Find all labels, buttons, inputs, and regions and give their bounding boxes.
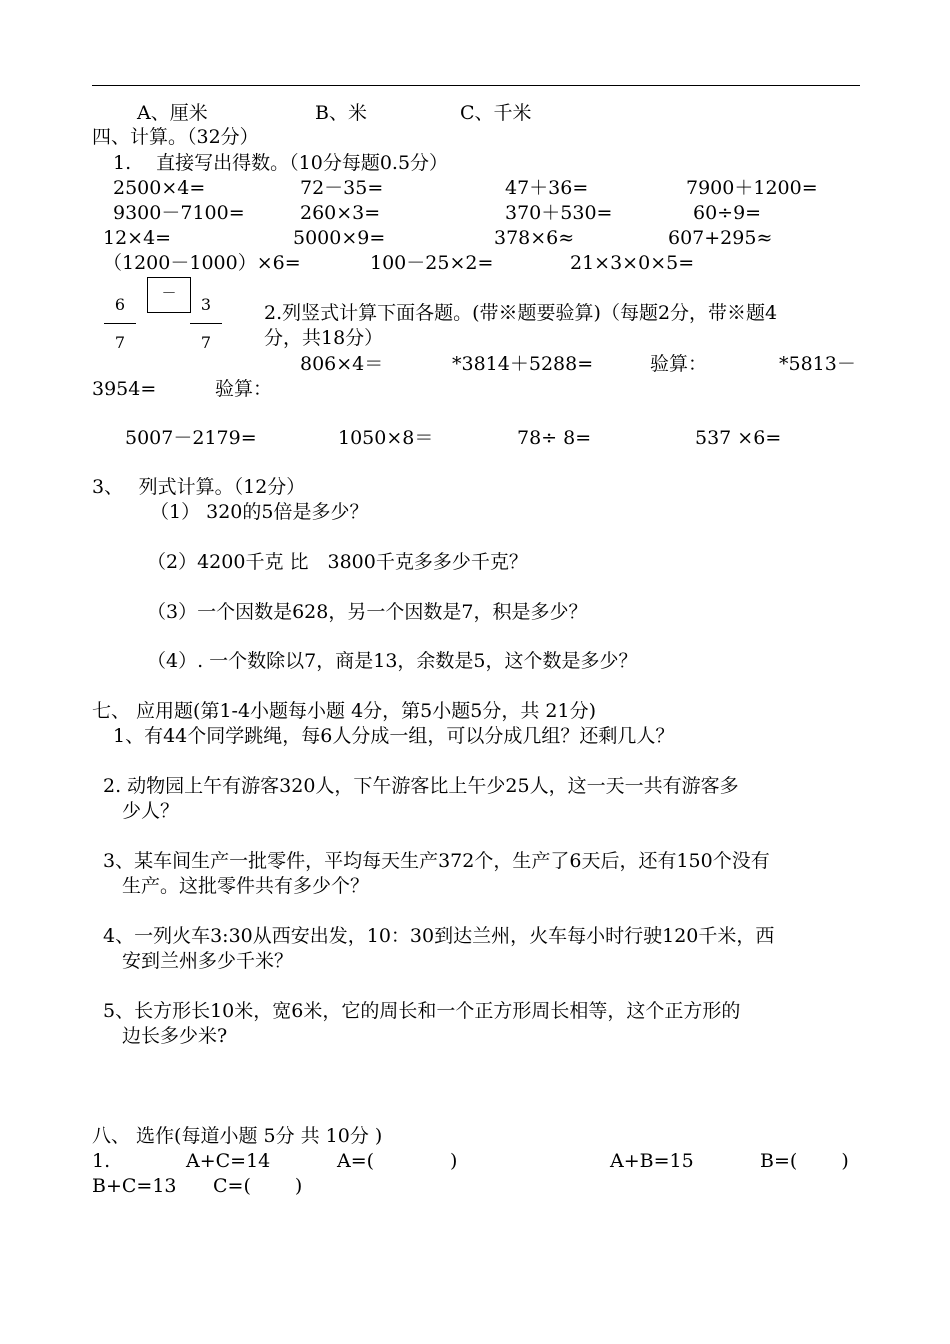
compare-box[interactable] bbox=[147, 277, 191, 313]
equation: B+C=13 bbox=[92, 1175, 177, 1197]
calc-item: 47＋36= bbox=[505, 177, 589, 199]
calc-item: 806×4＝ bbox=[300, 353, 384, 375]
equation: A+B=15 bbox=[610, 1150, 694, 1172]
option-c: C、千米 bbox=[460, 102, 532, 124]
q2-title-line1: 2.列竖式计算下面各题。(带※题要验算)（每题2分，带※题4 bbox=[264, 302, 778, 324]
q3-item: （3）一个因数是628，另一个因数是7，积是多少？ bbox=[147, 601, 588, 623]
calc-item: 21×3×0×5= bbox=[570, 252, 695, 274]
compare-box-sign: － bbox=[161, 284, 177, 302]
calc-item: 7900＋1200= bbox=[686, 177, 818, 199]
verify-label: 验算： bbox=[215, 378, 273, 400]
q3-item: （4）. 一个数除以7，商是13，余数是5，这个数是多少？ bbox=[147, 650, 638, 672]
calc-item: 72－35= bbox=[300, 177, 384, 199]
calc-item: 5007－2179= bbox=[125, 427, 257, 449]
word-problem: 4、一列火车3:30从西安出发，10：30到达兰州，火车每小时行驶120千米，西 bbox=[103, 925, 775, 947]
calc-item: 12×4= bbox=[103, 227, 172, 249]
fraction-bar bbox=[104, 323, 136, 324]
section4-title: 四、计算。（32分） bbox=[92, 126, 259, 148]
q1-number: 1. bbox=[92, 1150, 111, 1172]
answer-blank-c: C=( ) bbox=[213, 1175, 303, 1197]
calc-item: *5813－ bbox=[779, 353, 856, 375]
calc-item: 3954= bbox=[92, 378, 157, 400]
fraction-bar bbox=[190, 323, 222, 324]
word-problem: 5、长方形长10米，宽6米，它的周长和一个正方形周长相等，这个正方形的 bbox=[103, 1000, 741, 1022]
word-problem-cont: 少人？ bbox=[122, 800, 180, 822]
section8-title: 八、 选作(每道小题 5分 共 10分 ) bbox=[92, 1125, 383, 1147]
option-b: B、米 bbox=[315, 102, 367, 124]
calc-item: 100－25×2= bbox=[370, 252, 494, 274]
fraction-left-numerator: 6 bbox=[114, 295, 126, 314]
equation: A+C=14 bbox=[186, 1150, 271, 1172]
calc-item: 2500×4= bbox=[113, 177, 206, 199]
q3-title: 3、 列式计算。（12分） bbox=[92, 476, 306, 498]
word-problem: 2. 动物园上午有游客320人，下午游客比上午少25人，这一天一共有游客多 bbox=[103, 775, 739, 797]
word-problem-cont: 边长多少米? bbox=[122, 1025, 228, 1047]
calc-item: 1050×8＝ bbox=[338, 427, 434, 449]
calc-item: 370＋530= bbox=[505, 202, 613, 224]
q3-item: （2）4200千克 比 3800千克多多少千克？ bbox=[147, 551, 528, 573]
calc-item: 78÷ 8= bbox=[517, 427, 592, 449]
calc-item: （1200－1000）×6= bbox=[103, 252, 301, 274]
verify-label: 验算： bbox=[650, 353, 708, 375]
q2-title-line2: 分，共18分） bbox=[264, 327, 384, 349]
calc-item: 5000×9= bbox=[293, 227, 386, 249]
calc-item: 378×6≈ bbox=[494, 227, 575, 249]
word-problem-cont: 安到兰州多少千米？ bbox=[122, 950, 294, 972]
section7-title: 七、 应用题(第1-4小题每小题 4分，第5小题5分，共 21分) bbox=[92, 700, 596, 722]
answer-blank-a: A=( ) bbox=[337, 1150, 458, 1172]
top-rule bbox=[92, 85, 860, 86]
q1-title: 1. 直接写出得数。（10分每题0.5分） bbox=[113, 152, 449, 174]
word-problem: 1、有44个同学跳绳，每6人分成一组，可以分成几组？还剩几人？ bbox=[113, 725, 675, 747]
calc-item: 60÷9= bbox=[693, 202, 762, 224]
option-a: A、厘米 bbox=[137, 102, 208, 124]
answer-blank-b: B=( ) bbox=[760, 1150, 849, 1172]
word-problem: 3、某车间生产一批零件，平均每天生产372个，生产了6天后，还有150个没有 bbox=[103, 850, 770, 872]
calc-item: 260×3= bbox=[300, 202, 381, 224]
fraction-right-numerator: 3 bbox=[200, 295, 212, 314]
fraction-left-denominator: 7 bbox=[114, 333, 126, 352]
fraction-right-denominator: 7 bbox=[200, 333, 212, 352]
calc-item: 607+295≈ bbox=[668, 227, 773, 249]
calc-item: *3814＋5288= bbox=[452, 353, 594, 375]
word-problem-cont: 生产。这批零件共有多少个？ bbox=[122, 875, 370, 897]
calc-item: 537 ×6= bbox=[695, 427, 782, 449]
q3-item: （1） 320的5倍是多少？ bbox=[150, 501, 369, 523]
calc-item: 9300－7100= bbox=[113, 202, 245, 224]
